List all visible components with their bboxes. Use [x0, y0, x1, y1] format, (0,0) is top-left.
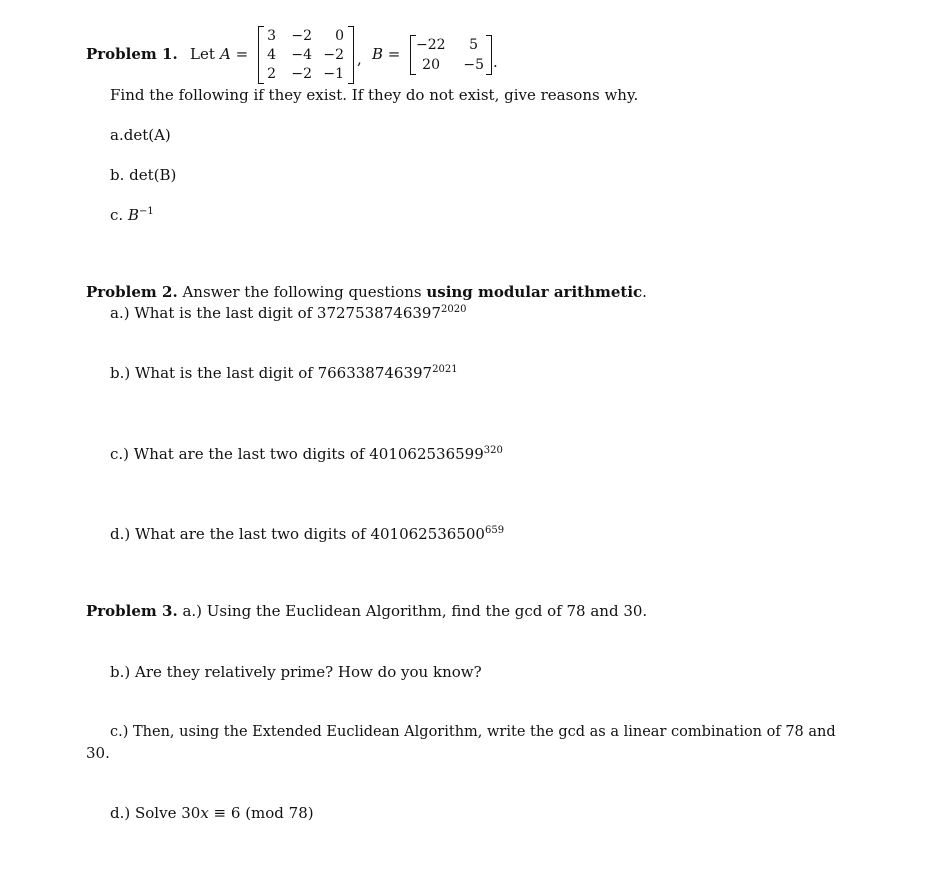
question-exponent: 320: [483, 445, 503, 456]
matrix-a-cell: 0: [335, 28, 344, 44]
matrix-b-cell: −5: [463, 57, 484, 73]
matrix-a-cell: −2: [323, 47, 344, 63]
item-c-math: B: [127, 206, 139, 224]
problem-3-heading: Problem 3.: [86, 602, 178, 620]
problem-2-intro-end: .: [642, 283, 647, 301]
matrix-b-period: .: [493, 53, 498, 71]
question-text: c.) What are the last two digits of 401062536599: [110, 445, 484, 463]
problem-2-intro: Answer the following questions: [182, 283, 422, 301]
matrix-a-cell: 2: [267, 66, 276, 82]
problem-1-item-a: a.det(A): [110, 126, 171, 144]
problem-2-question-c: [110, 447, 503, 462]
problem-1-item-b: b. det(B): [110, 166, 177, 184]
matrix-b-cell: 5: [469, 37, 478, 53]
problem-2-question-b: [110, 366, 458, 381]
matrix-a: [258, 26, 354, 84]
problem-1-instruction: Find the following if they exist. If they do not exist, give reasons why.: [110, 86, 639, 104]
matrix-a-cell: −4: [291, 47, 312, 63]
problem-2-heading-line: [86, 285, 647, 300]
problem-3-heading-line: [86, 604, 647, 619]
problem-1-heading: Problem 1.: [86, 45, 178, 63]
matrix-b-cell: 20: [422, 57, 440, 73]
matrix-a-label: A =: [220, 45, 249, 63]
problem-2-question-d: [110, 527, 504, 542]
item-c-prefix: c.: [110, 206, 124, 224]
matrix-a-cell: −2: [291, 66, 312, 82]
matrix-b-cell: −22: [416, 37, 446, 53]
question-text: b.) What is the last digit of 766338746397: [110, 364, 433, 382]
problem-3-question-d: [110, 806, 314, 821]
question-exponent: 2020: [441, 304, 467, 315]
matrix-separator: ,: [357, 50, 362, 68]
matrix-a-cell: 4: [267, 47, 276, 63]
matrix-b: [410, 35, 492, 75]
matrix-a-cell: −2: [291, 28, 312, 44]
question-exponent: 659: [484, 525, 505, 536]
matrix-a-cell: 3: [267, 28, 276, 44]
problem-2-question-a: [110, 306, 466, 321]
question-d-suffix: ≡ 6 (mod 78): [208, 804, 314, 822]
question-text: a.) What is the last digit of 3727538746397: [110, 304, 441, 322]
question-text: d.) What are the last two digits of 401062536500: [110, 525, 485, 543]
problem-3-question-c: c.) Then, using the Extended Euclidean Algorithm, write the gcd as a linear combination of 78 and: [110, 724, 836, 740]
problem-1-let: Let: [190, 45, 215, 63]
problem-3-question-c-cont: 30.: [86, 744, 110, 762]
question-d-prefix: d.) Solve 30: [110, 804, 201, 822]
problem-3-question-b: b.) Are they relatively prime? How do you know?: [110, 663, 482, 681]
problem-2-heading: Problem 2.: [86, 283, 178, 301]
problem-2-intro-bold: using modular arithmetic: [426, 283, 643, 301]
question-d-variable: x: [200, 804, 209, 822]
item-c-exponent: −1: [138, 206, 154, 217]
matrix-a-cell: −1: [323, 66, 344, 82]
matrix-b-label: B =: [372, 45, 401, 63]
problem-1-item-c: [110, 208, 154, 223]
problem-3-question-a: a.) Using the Euclidean Algorithm, find the gcd of 78 and 30.: [182, 602, 648, 620]
question-exponent: 2021: [432, 364, 458, 375]
